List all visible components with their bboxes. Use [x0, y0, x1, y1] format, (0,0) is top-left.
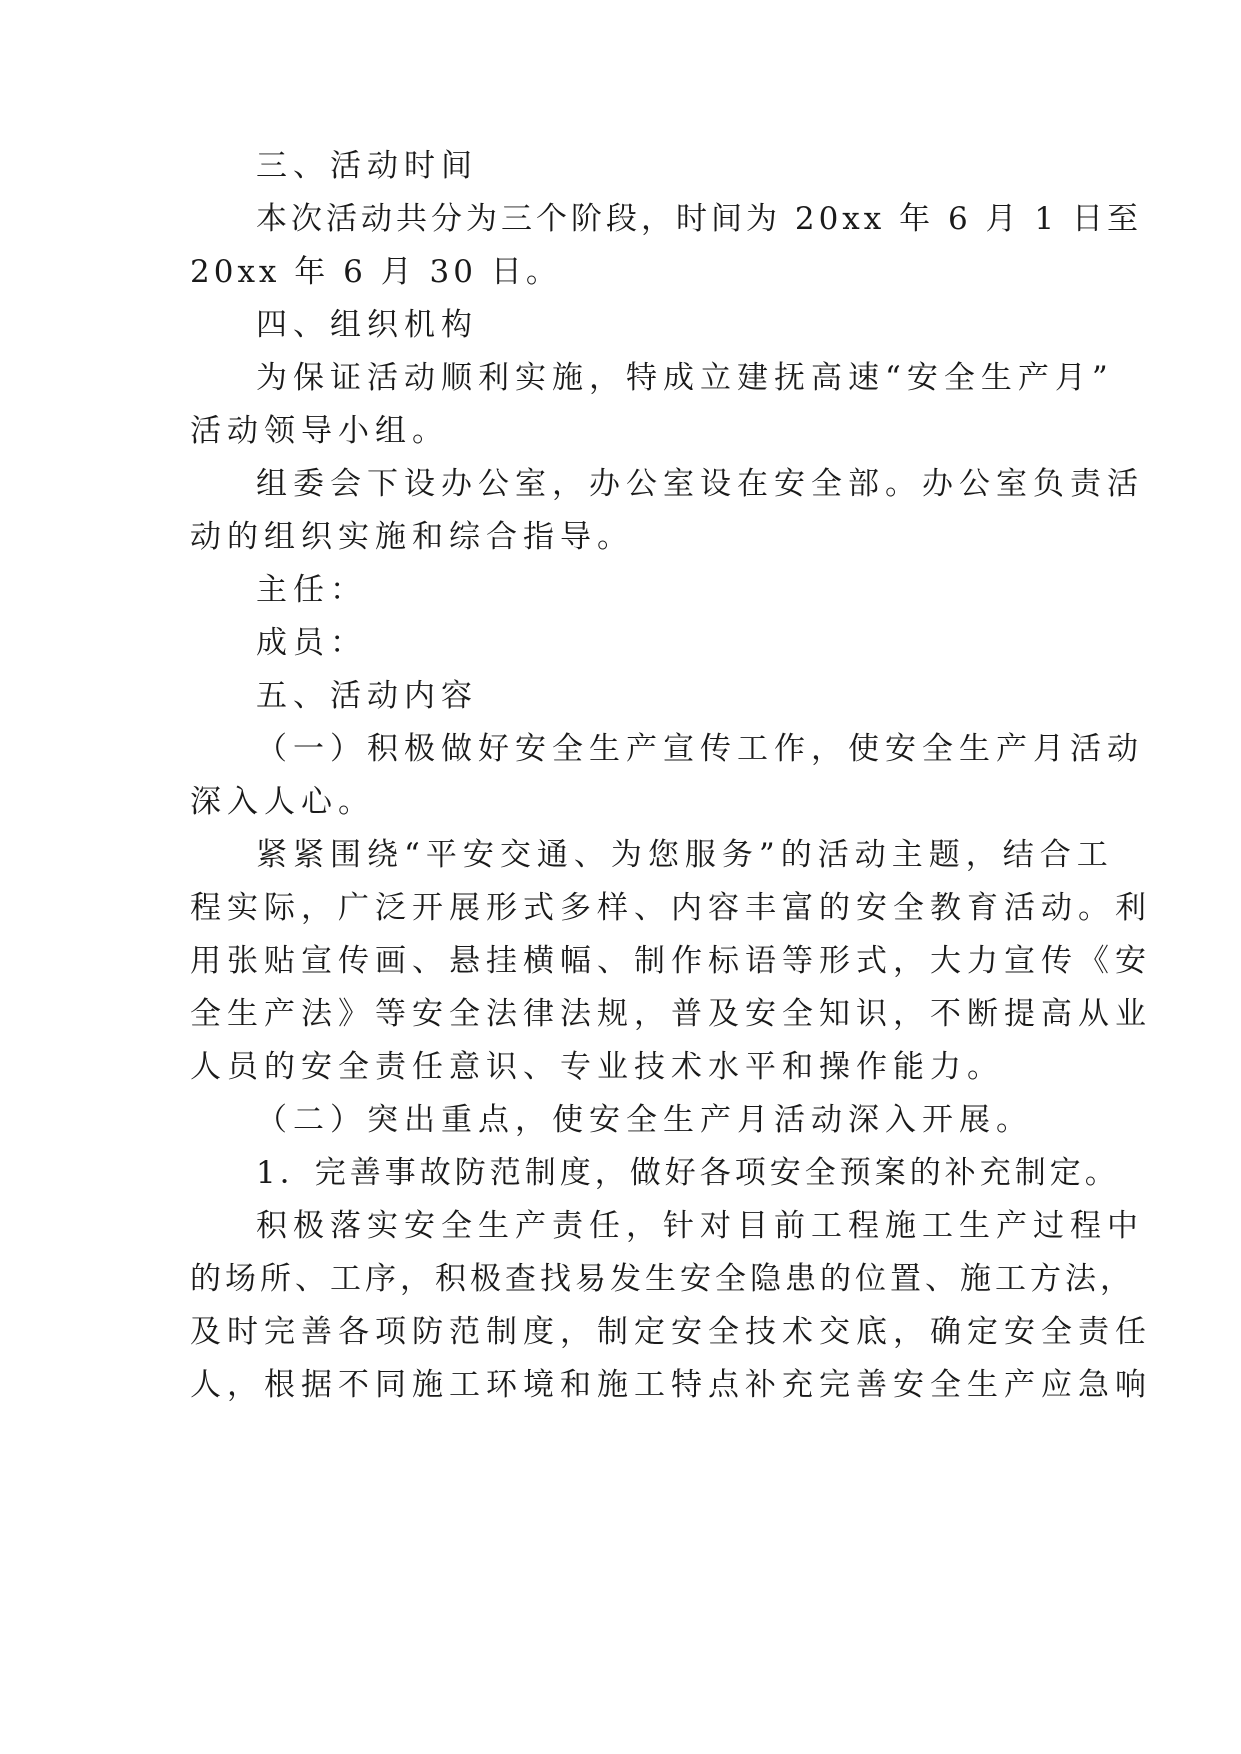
item1-heading: 1．完善事故防范制度，做好各项安全预案的补充制定。 — [256, 1155, 1120, 1191]
members-label: 成员： — [256, 625, 367, 661]
subsection1-paragraph-line: 用张贴宣传画、悬挂横幅、制作标语等形式，大力宣传《安 — [190, 943, 1152, 979]
section3-paragraph-line: 本次活动共分为三个阶段，时间为 20xx 年 6 月 1 日至 — [256, 201, 1142, 237]
subsection1-heading-line: 深入人心。 — [190, 784, 375, 820]
item1-paragraph-line: 人，根据不同施工环境和施工特点补充完善安全生产应急响 — [190, 1367, 1152, 1403]
subsection1-paragraph-line: 全生产法》等安全法律法规，普及安全知识，不断提高从业 — [190, 996, 1152, 1032]
section4-paragraph-line: 动的组织实施和综合指导。 — [190, 519, 634, 555]
item1-paragraph-line: 及时完善各项防范制度，制定安全技术交底，确定安全责任 — [190, 1314, 1152, 1350]
item1-paragraph-line: 积极落实安全生产责任，针对目前工程施工生产过程中 — [256, 1208, 1144, 1244]
subsection1-paragraph-line: 程实际，广泛开展形式多样、内容丰富的安全教育活动。利 — [190, 890, 1152, 926]
section4-paragraph-line: 为保证活动顺利实施，特成立建抚高速“安全生产月” — [256, 360, 1114, 396]
item1-paragraph-line: 的场所、工序，积极查找易发生安全隐患的位置、施工方法， — [190, 1261, 1135, 1297]
subsection1-paragraph-line: 人员的安全责任意识、专业技术水平和操作能力。 — [190, 1049, 1004, 1085]
subsection1-paragraph-line: 紧紧围绕“平安交通、为您服务”的活动主题，结合工 — [256, 837, 1114, 873]
subsection1-heading-line: （一）积极做好安全生产宣传工作，使安全生产月活动 — [256, 731, 1144, 767]
subsection2-heading: （二）突出重点，使安全生产月活动深入开展。 — [256, 1102, 1033, 1138]
section4-paragraph-line: 组委会下设办公室，办公室设在安全部。办公室负责活 — [256, 466, 1144, 502]
section3-heading: 三、活动时间 — [256, 148, 478, 184]
section3-paragraph-line: 20xx 年 6 月 30 日。 — [190, 254, 561, 290]
section4-heading: 四、组织机构 — [256, 307, 478, 343]
director-label: 主任： — [256, 572, 367, 608]
section4-paragraph-line: 活动领导小组。 — [190, 413, 449, 449]
section5-heading: 五、活动内容 — [256, 678, 478, 714]
